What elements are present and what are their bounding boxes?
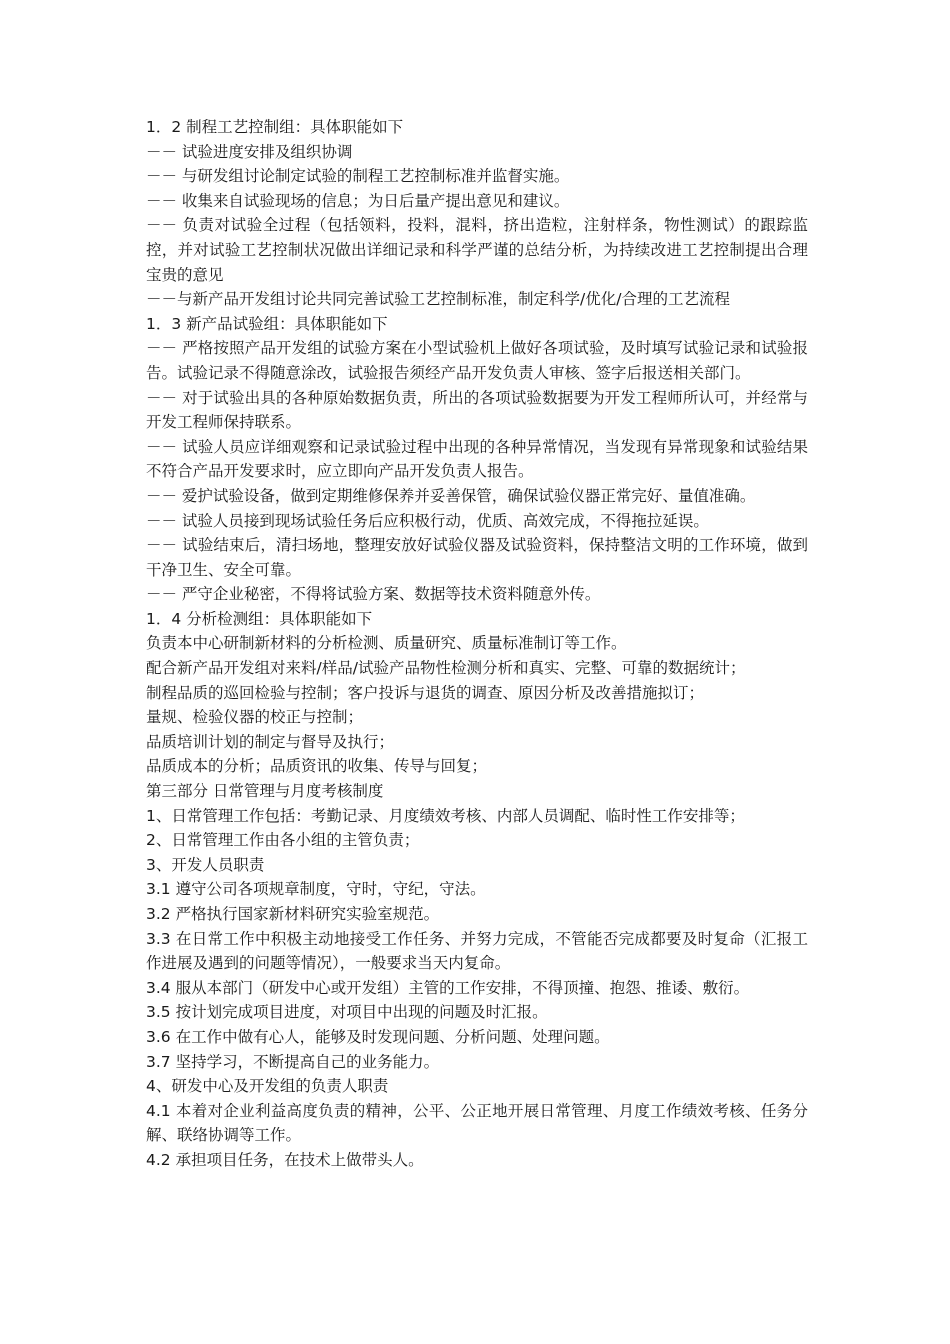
section-heading-1-3: 1．3 新产品试验组：具体职能如下 — [146, 314, 388, 333]
list-item: －－ 试验人员接到现场试验任务后应积极行动，优质、高效完成，不得拖拉延误。 — [146, 511, 709, 530]
section-heading-1-2: 1．2 制程工艺控制组：具体职能如下 — [146, 118, 404, 136]
list-item: －－ 试验结束后，清扫场地，整理安放好试验仪器及试验资料，保持整洁文明的工作环境，做到干净卫生、安全可靠。 — [146, 536, 808, 579]
paragraph: 3.7 坚持学习，不断提高自己的业务能力。 — [146, 1052, 440, 1071]
paragraph: 4.2 承担项目任务，在技术上做带头人。 — [146, 1150, 424, 1169]
paragraph: 负责本中心研制新材料的分析检测、质量研究、质量标准制订等工作。 — [146, 634, 627, 653]
document-body — [146, 115, 808, 1173]
paragraph: 品质培训计划的制定与督导及执行； — [146, 732, 395, 751]
paragraph: 3.2 严格执行国家新材料研究实验室规范。 — [146, 905, 440, 923]
paragraph: 品质成本的分析；品质资讯的收集、传导与回复； — [146, 757, 488, 776]
section-heading-1-4: 1．4 分析检测组：具体职能如下 — [146, 609, 373, 628]
list-item: －－ 与研发组讨论制定试验的制程工艺控制标准并监督实施。 — [146, 167, 570, 186]
list-item: －－ 对于试验出具的各种原始数据负责，所出的各项试验数据要为开发工程师所认可，并经常与开发工程师保持联系。 — [146, 388, 808, 432]
paragraph: 4.1 本着对企业利益高度负责的精神，公平、公正地开展日常管理、月度工作绩效考核、任务分解、联络协调等工作。 — [146, 1101, 808, 1145]
paragraph: 3.5 按计划完成项目进度，对项目中出现的问题及时汇报。 — [146, 1003, 548, 1022]
list-item: －－ 严守企业秘密，不得将试验方案、数据等技术资料随意外传。 — [146, 585, 601, 604]
paragraph: 3.6 在工作中做有心人，能够及时发现问题、分析问题、处理问题。 — [146, 1027, 610, 1046]
list-item: －－ 爱护试验设备，做到定期维修保养并妥善保管，确保试验仪器正常完好、量值准确。 — [146, 486, 756, 505]
paragraph: 制程品质的巡回检验与控制；客户投诉与退货的调查、原因分析及改善措施拟订； — [146, 683, 705, 702]
list-item: －－ 严格按照产品开发组的试验方案在小型试验机上做好各项试验，及时填写试验记录和试验报告。试验记录不得随意涂改，试验报告须经产品开发负责人审核、签字后报送相关部门。 — [146, 339, 808, 382]
part-heading-3: 第三部分 日常管理与月度考核制度 — [146, 782, 384, 801]
list-item: －－ 试验进度安排及组织协调 — [146, 142, 353, 161]
list-item: －－ 试验人员应详细观察和记录试验过程中出现的各种异常情况，当发现有异常现象和试验结果不符合产品开发要求时，应立即向产品开发负责人报告。 — [146, 437, 808, 481]
subheading: 3、开发人员职责 — [146, 855, 265, 874]
paragraph: 2、日常管理工作由各小组的主管负责； — [146, 831, 420, 850]
list-item: －－ 负责对试验全过程（包括领料，投料，混料，挤出造粒，注射样条，物性测试）的跟踪监控，并对试验工艺控制状况做出详细记录和科学严谨的总结分析，为持续改进工艺控制提出合理宝贵的意见 — [146, 216, 808, 284]
list-item: －－与新产品开发组讨论共同完善试验工艺控制标准，制定科学/优化/合理的工艺流程 — [146, 290, 730, 309]
paragraph: 配合新产品开发组对来料/样品/试验产品物性检测分析和真实、完整、可靠的数据统计； — [146, 659, 746, 678]
subheading: 4、研发中心及开发组的负责人职责 — [146, 1077, 389, 1096]
paragraph: 量规、检验仪器的校正与控制； — [146, 708, 364, 727]
list-item: －－ 收集来自试验现场的信息；为日后量产提出意见和建议。 — [146, 191, 570, 210]
paragraph: 1、日常管理工作包括：考勤记录、月度绩效考核、内部人员调配、临时性工作安排等； — [146, 806, 745, 825]
paragraph: 3.1 遵守公司各项规章制度，守时，守纪，守法。 — [146, 880, 486, 899]
paragraph: 3.4 服从本部门（研发中心或开发组）主管的工作安排，不得顶撞、抱怨、推诿、敷衍。 — [146, 978, 750, 997]
paragraph: 3.3 在日常工作中积极主动地接受工作任务、并努力完成，不管能否完成都要及时复命（汇报工作进展及遇到的问题等情况），一般要求当天内复命。 — [146, 929, 808, 973]
